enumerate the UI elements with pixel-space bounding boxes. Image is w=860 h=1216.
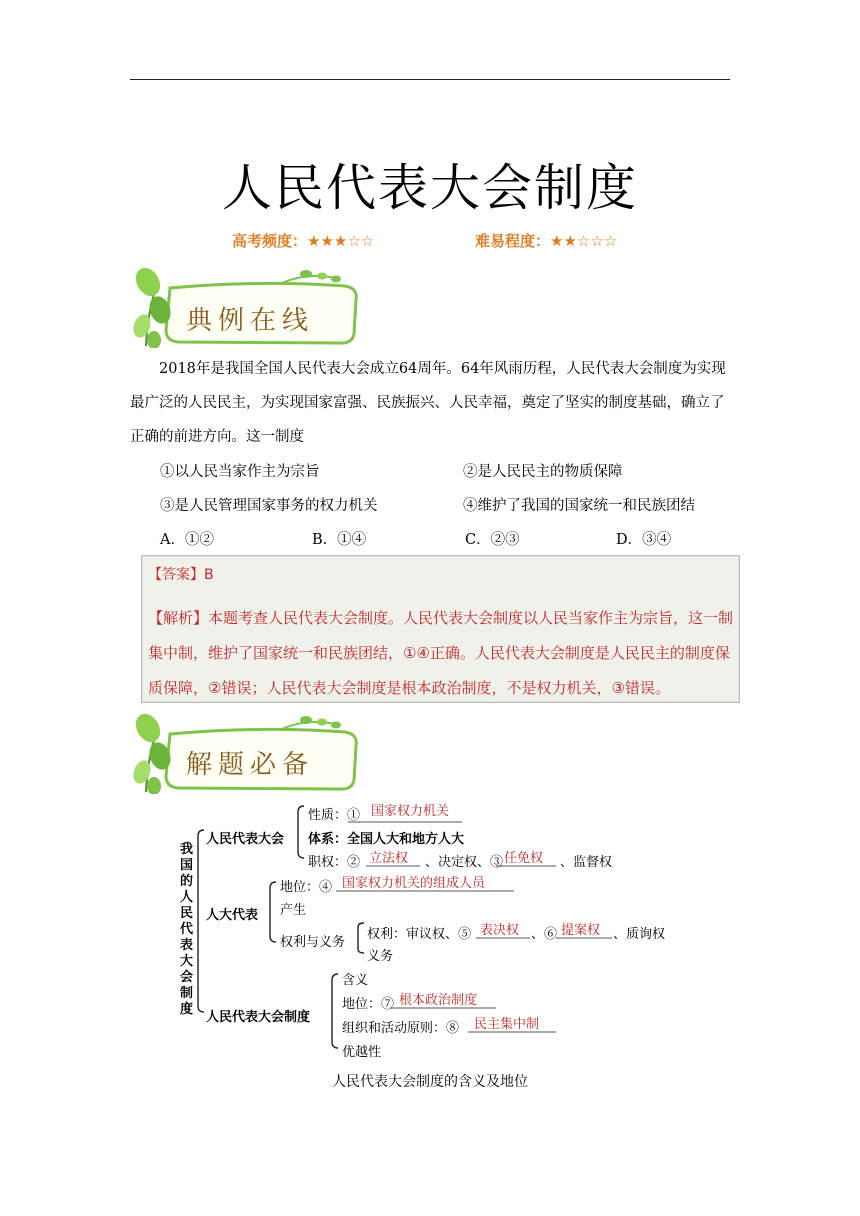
node-npc-nature: 性质：①: [308, 808, 361, 823]
option-2: ②是人民民主的物质保障: [463, 464, 623, 480]
node-npc: 人民代表大会: [206, 832, 285, 847]
choice-b: B．①④: [312, 532, 367, 548]
node-npc-system: 体系：全国人大和地方人大: [308, 832, 465, 847]
fill-system-principle: 民主集中制: [474, 1017, 540, 1032]
fill-system-status: 根本政治制度: [399, 993, 478, 1008]
node-system-meaning: 含义: [342, 973, 369, 988]
node-deputy-rights-b: 、⑥: [531, 927, 558, 942]
option-1: ①以人民当家作主为宗旨: [160, 464, 320, 480]
node-npc-system-institution: 人民代表大会制度: [206, 1010, 311, 1025]
node-deputy: 人大代表: [206, 908, 259, 923]
analysis-line-2: 集中制，维护了国家统一和民族团结，①④正确。人民代表大会制度是人民民主的制度保: [148, 644, 730, 662]
diagram-root: 我国的人民代表大会制度: [180, 842, 194, 1017]
node-npc-powers-a: 职权：②: [308, 855, 361, 870]
page-title: 人民代表大会制度: [222, 159, 638, 217]
node-deputy-status: 地位：④: [280, 880, 333, 895]
node-system-principle: 组织和活动原则：⑧: [342, 1021, 460, 1036]
node-npc-powers-b: 、决定权、③: [425, 855, 504, 870]
node-deputy-rights-a: 权利：审议权、⑤: [367, 927, 472, 942]
fill-npc-power-1: 立法权: [369, 851, 409, 866]
node-system-superiority: 优越性: [342, 1045, 382, 1060]
analysis-line-3: 质保障，②错误；人民代表大会制度是根本政治制度，不是权力机关，③错误。: [148, 679, 670, 697]
choice-a: A．①②: [160, 532, 214, 548]
answer-line: 【答案】B: [148, 567, 214, 583]
frequency-rating: 高考频度：★★★☆☆: [232, 232, 375, 250]
section-banner-label: 典例在线: [186, 306, 315, 336]
node-deputy-duties: 义务: [367, 949, 394, 964]
fill-npc-nature: 国家权力机关: [371, 804, 450, 819]
difficulty-rating: 难易程度：★★☆☆☆: [475, 232, 618, 250]
option-3: ③是人民管理国家事务的权力机关: [160, 498, 378, 514]
section-banner-label: 解题必备: [186, 750, 315, 780]
diagram-caption: 人民代表大会制度的含义及地位: [332, 1074, 528, 1090]
node-npc-powers-c: 、监督权: [560, 855, 613, 870]
choice-d: D．③④: [616, 532, 672, 548]
question-stem: 2018年是我国全国人民代表大会成立64周年。64年风雨历程，人民代表大会制度为实现最广泛的人民民主，为实现国家富强、民族振兴、人民幸福，奠定了坚实的制度基础，确立了正确的前进方向。这一制度: [130, 361, 726, 445]
node-system-status: 地位：⑦: [342, 997, 395, 1012]
node-deputy-origin: 产生: [280, 903, 307, 918]
fill-deputy-right-1: 表决权: [480, 923, 520, 938]
node-deputy-rights-c: 、质询权: [613, 927, 666, 942]
fill-deputy-right-2: 提案权: [561, 923, 601, 938]
choice-c: C．②③: [465, 532, 520, 548]
analysis-line-1: 【解析】本题考查人民代表大会制度。人民代表大会制度以人民当家作主为宗旨，这一制: [148, 609, 734, 627]
fill-npc-power-2: 任免权: [504, 851, 544, 866]
node-deputy-rights-duties: 权利与义务: [280, 935, 346, 950]
fill-deputy-status: 国家权力机关的组成人员: [342, 876, 486, 891]
option-4: ④维护了我国的国家统一和民族团结: [463, 498, 695, 514]
